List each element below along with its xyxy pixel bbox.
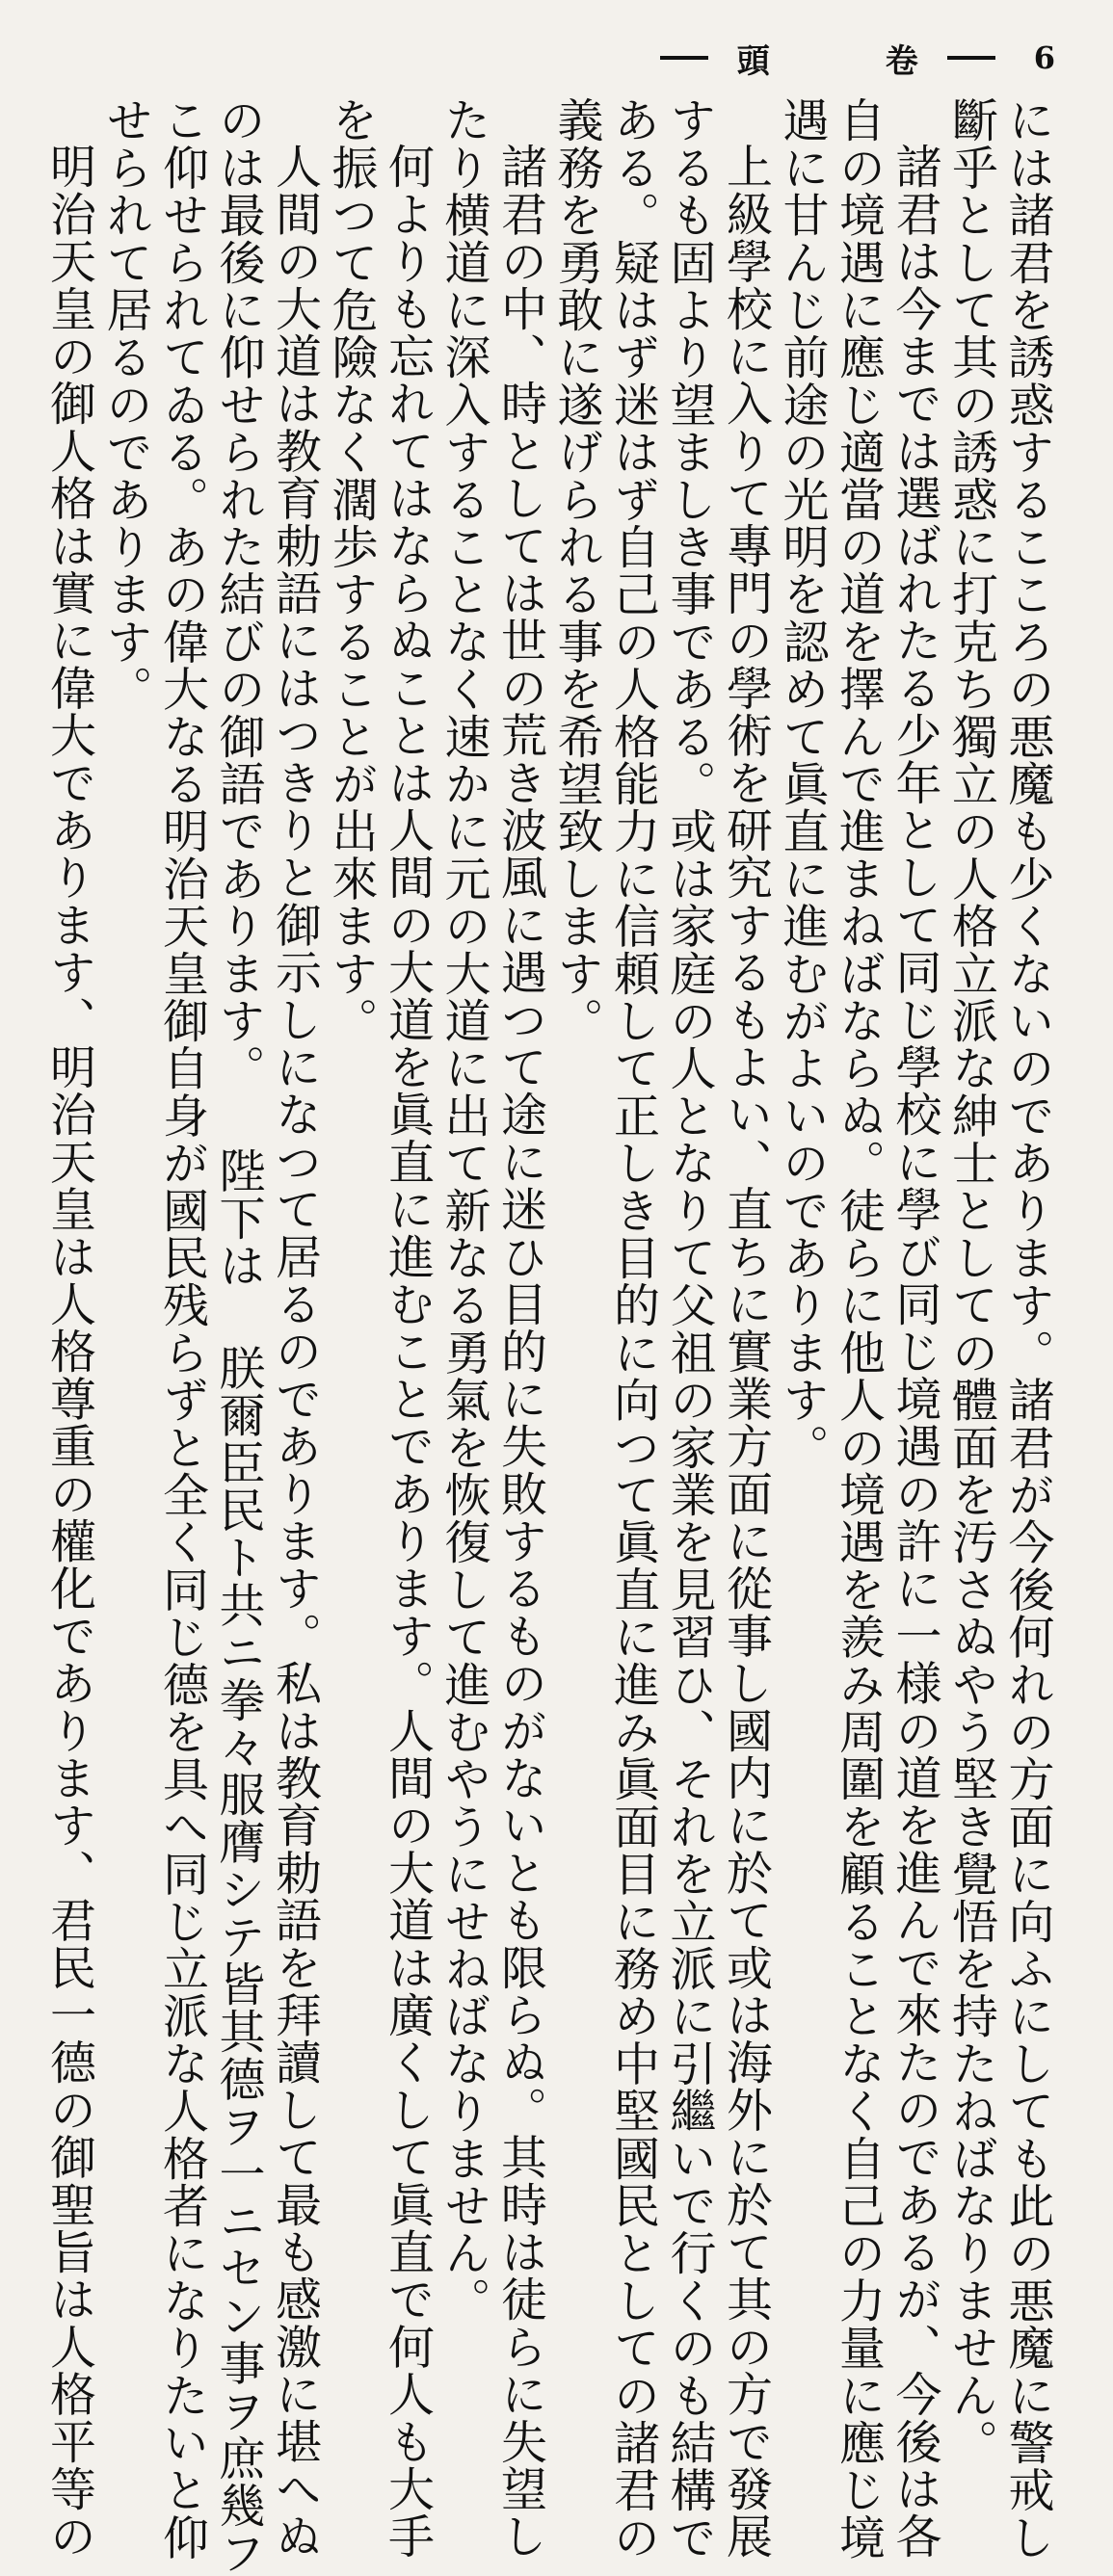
running-header [660,39,1055,81]
text-line: 諸君は今までは選ばれたる少年として同じ學校に學び同じ境遇の許に一様の道を進んで來たのであるが、今後は各 [888,143,941,2561]
header-dash-left [660,56,708,60]
text-line: せられて居るのであります。 [98,96,152,713]
text-line: 何よりも忘れてはならぬことは人間の大道を眞直に進むことであります。人間の大道は廣くして眞直で何人も大手 [380,143,435,2561]
header-dash-right [947,56,995,60]
text-line: 義務を勇敢に遂げられる事を希望致します。 [549,96,603,1044]
text-line: を振つて危險なく濶歩することが出來ます。 [324,96,378,1044]
text-line: 遇に甘んじ前途の光明を認めて眞直に進むがよいのであります。 [775,96,829,1471]
text-line: たり横道に深入することなく速かに元の大道に出て新なる勇氣を恢復して進むやうにせねばなりません。 [437,96,490,2325]
text-line: 自の境遇に應じ適當の道を擇んで進まねばならぬ。徒らに他人の境遇を羨み周圍を顧ることなく自己の力量に應じ境 [831,96,886,2562]
text-line: 明治天皇の御人格は實に偉大であります、明治天皇は人格尊重の權化であります、君民一德の御聖旨は人格平等の [41,143,96,2561]
header-title-left: 頭 [736,41,770,81]
header-title-right: 卷 [885,41,918,81]
text-line: ある。疑はず迷はず自己の人格能力に信頼して正しき目的に向つて眞直に進み眞面目に務め中堅國民としての諸君の [605,96,660,2562]
text-line: には諸君を誘惑するこころの悪魔も少くないのであります。諸君が今後何れの方面に向ふにしても此の悪魔に警戒し [1000,96,1054,2562]
text-line: 斷乎として其の誘惑に打克ち獨立の人格立派な紳士としての體面を汚さぬやう堅き覺悟を持たねばなりません。 [943,96,998,2466]
text-line: 上級學校に入りて專門の學術を研究するもよい、直ちに實業方面に從事し國内に於て或は海外に於て其の方で發展 [718,143,773,2561]
text-line: 諸君の中、時としては世の荒き波風に遇つて途に迷ひ目的に失敗するものがないとも限らぬ。其時は徒らに失望し [492,143,547,2561]
body-text [41,96,1055,2576]
text-line: するも固より望ましき事である。或は家庭の人となりて父祖の家業を見習ひ、それを立派に引繼いで行くのも結構で [662,96,716,2562]
text-line: のは最後に仰せられた結びの御語であります。 陛下は 朕爾臣民ト共ニ拳々服膺シテ皆其德ヲ一ニセン事ヲ庶幾フ [211,96,265,2576]
page-number: 6 [1033,39,1055,76]
text-line: 人間の大道は教育勅語にはつきりと御示しになつて居るのであります。私は教育勅語を拜讀して最も感激に堪へぬ [267,143,322,2561]
text-line: こ仰せられてゐる。あの偉大なる明治天皇御自身が國民残らずと全く同じ德を具へ同じ立派な人格者になりたいと仰 [154,96,209,2562]
